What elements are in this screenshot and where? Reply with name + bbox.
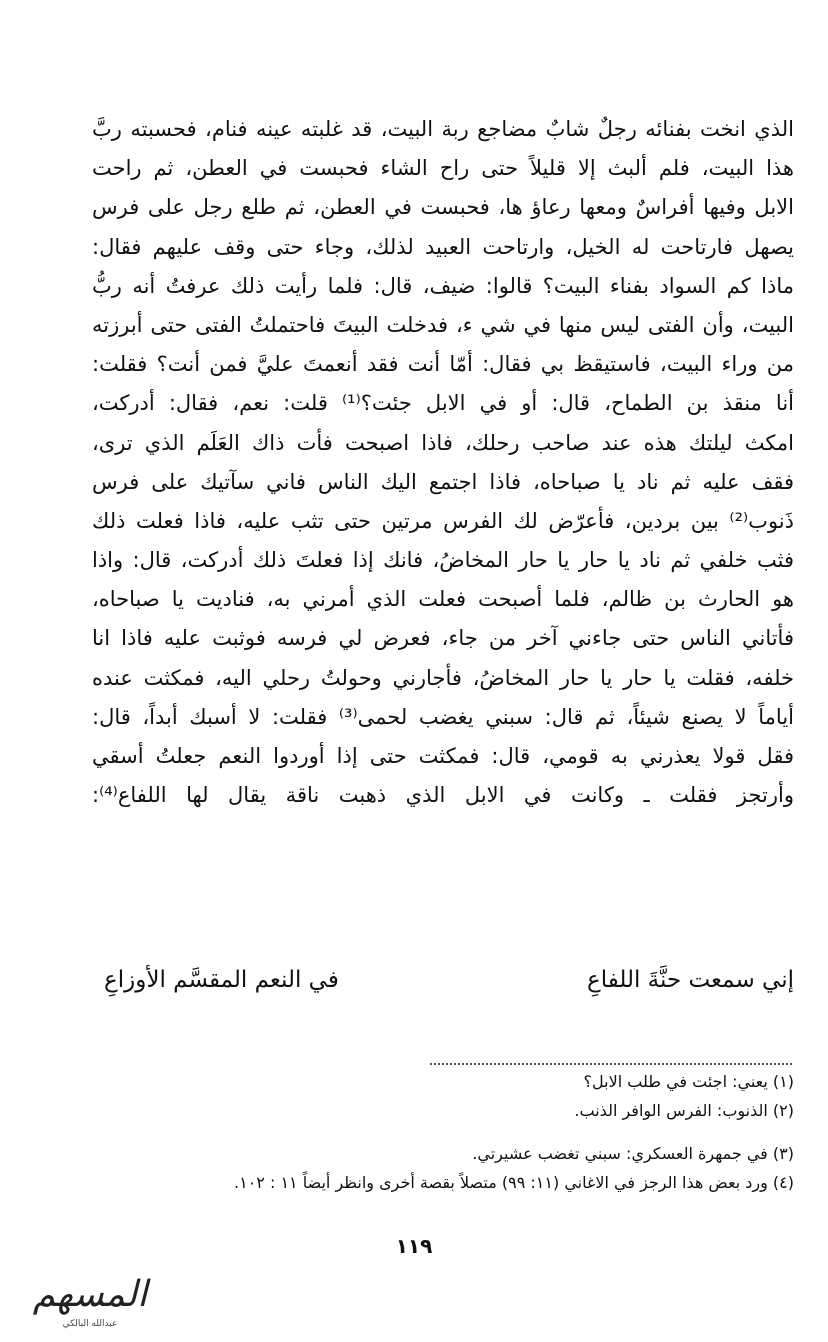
text-line: خلفه، فقلت يا حار يا حار المخاضُ، فأجارني وحولتُ رحلي اليه، فمكثت عنده xyxy=(92,665,794,690)
text-line: أنا منقذ بن الطماح، قال: أو في الابل جئت؟⁽¹⁾ قلت: نعم، فقال: أدركت، xyxy=(92,391,794,416)
body-text xyxy=(92,110,794,815)
text-line: امكث ليلتك هذه عند صاحب رحلك، فاذا اصبحت فأت ذاك العَلَم الذي ترى، xyxy=(92,430,794,455)
text-line: فقف عليه ثم ناد يا صباحاه، فاذا اجتمع اليك الناس فاني سآتيك على فرس xyxy=(92,469,794,494)
text-line: وأرتجز فقلت ـ وكانت في الابل الذي ذهبت ناقة يقال لها اللفاع⁽⁴⁾: xyxy=(92,783,794,808)
watermark-text: المسهم xyxy=(32,1274,148,1315)
footnote: (٤) ورد بعض هذا الرجز في الاغاني (١١: ٩٩) متصلاً بقصة أخرى وانظر أيضاً ١١ : ١٠٢. xyxy=(234,1173,794,1192)
text-line: هذا البيت، فلم ألبث إلا قليلاً حتى راح الشاء فحبست في العطن، ثم راحت xyxy=(92,156,794,181)
footnote: (٣) في جمهرة العسكري: سبني تغضب عشيرتي. xyxy=(472,1144,794,1163)
text-line: ذَنوب⁽²⁾ بين بردين، فأعرّض لك الفرس مرتين حتى تثب عليه، فاذا فعلت ذلك xyxy=(92,508,794,533)
page-number: ١١٩ xyxy=(395,1234,433,1258)
verse-hemistich-first: إني سمعت حنَّةَ اللفاعِ xyxy=(586,967,794,993)
text-line: هو الحارث بن ظالم، فلما أصبحت فعلت الذي أمرني به، فناديت يا صباحاه، xyxy=(92,587,794,612)
poem-verse xyxy=(104,960,794,1000)
footnotes xyxy=(100,1067,794,1197)
text-line: الذي انخت بفنائه رجلٌ شابٌ مضاجع ربة البيت، قد غلبته عينه فنام، فحسبته ربَّ xyxy=(92,117,794,141)
footnote-separator xyxy=(430,1063,792,1065)
text-line: فثب خلفي ثم ناد يا حار يا حار المخاضُ، فانك إذا فعلتَ ذلك أدركت، قال: واذا xyxy=(92,548,794,573)
text-line: من وراء البيت، فاستيقظ بي فقال: أمّا أنت فقد أنعمتَ عليَّ فمن أنت؟ فقلت: xyxy=(92,352,794,377)
verse-hemistich-second: في النعم المقسَّم الأوزاعِ xyxy=(104,967,339,993)
text-line: البيت، وأن الفتى ليس منها في شي ء، فدخلت البيتَ فاحتملتُ الفتى حتى أبرزته xyxy=(92,312,794,337)
text-line: فأتاني الناس حتى جاءني آخر من جاء، فعرض لي فرسه فوثبت عليه فاذا انا xyxy=(92,626,794,651)
text-line: ماذا كم السواد بفناء البيت؟ قالوا: ضيف، قال: فلما رأيت ذلك عرفتُ أنه ربُّ xyxy=(92,273,794,298)
watermark-subtitle: عبدالله البالكي xyxy=(62,1319,118,1329)
text-line: أياماً لا يصنع شيئاً، ثم قال: سبني يغضب لحمى⁽³⁾ فقلت: لا أسبك أبداً، قال: xyxy=(92,704,794,729)
text-line: فقل قولا يعذرني به قومي، قال: فمكثت حتى إذا أوردوا النعم جعلتُ أسقي xyxy=(92,744,794,768)
watermark-logo xyxy=(10,1266,170,1334)
text-line: يصهل فارتاحت له الخيل، وارتاحت العبيد لذلك، وجاء حتى وقف عليهم فقال: xyxy=(92,234,794,259)
footnote: (١) يعني: اجئت في طلب الابل؟ xyxy=(583,1072,794,1091)
text-line: الابل وفيها أفراسٌ ومعها رعاؤ ها، فحبست في العطن، ثم طلع رجل على فرس xyxy=(92,195,794,220)
footnote: (٢) الذنوب: الفرس الوافر الذنب. xyxy=(574,1101,794,1120)
